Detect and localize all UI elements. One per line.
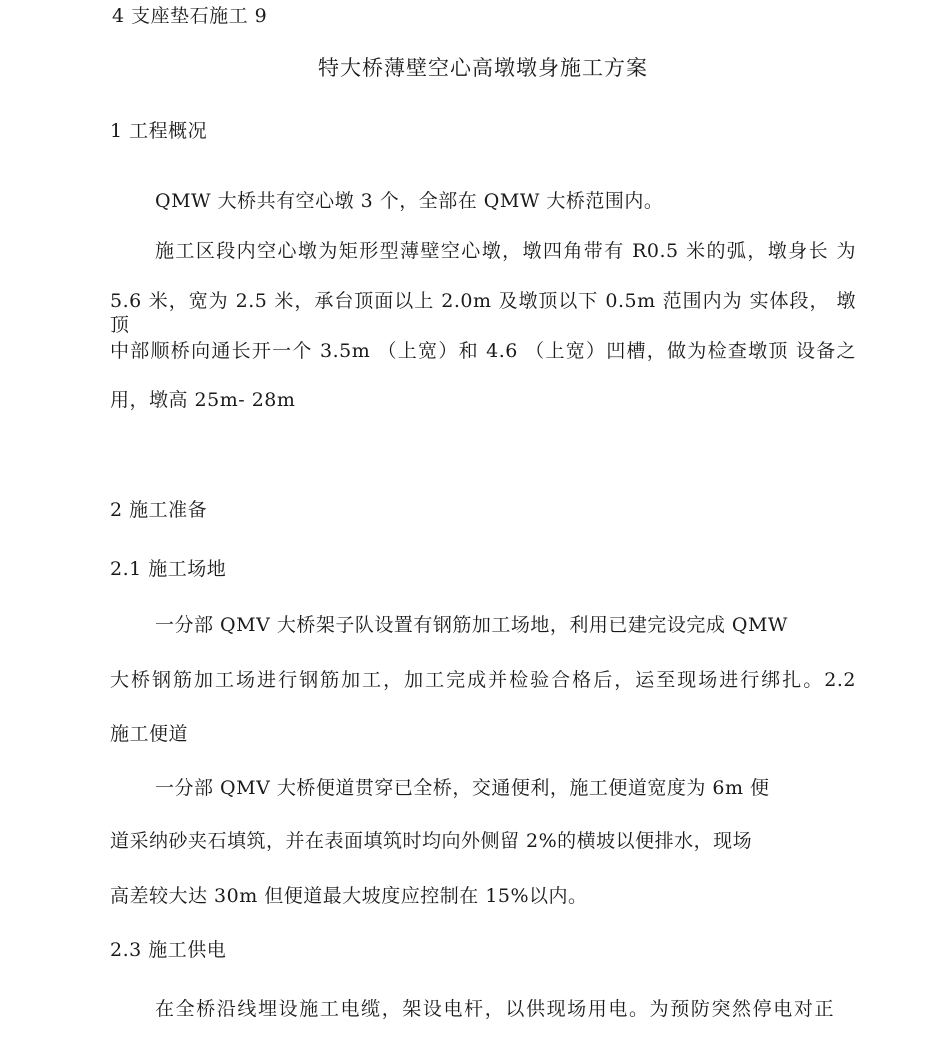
subsection-heading-2-1: 2.1 施工场地 xyxy=(110,558,227,580)
section-heading-2: 2 施工准备 xyxy=(110,499,208,521)
paragraph-overview-2-line-1: 施工区段内空心墩为矩形型薄壁空心墩，墩四角带有 R0.5 米的弧，墩身长 为 xyxy=(155,240,856,262)
document-title: 特大桥薄壁空心高墩墩身施工方案 xyxy=(318,56,648,80)
section-heading-1: 1 工程概况 xyxy=(110,120,208,142)
toc-entry: 4 支座垫石施工 9 xyxy=(112,5,268,27)
paragraph-overview-1: QMW 大桥共有空心墩 3 个，全部在 QMW 大桥范围内。 xyxy=(155,190,664,212)
paragraph-road-line-3: 高差较大达 30m 但便道最大坡度应控制在 15%以内。 xyxy=(110,885,588,907)
paragraph-overview-2-line-3: 中部顺桥向通长开一个 3.5m （上宽）和 4.6 （上宽）凹槽，做为检查墩顶 设备之 xyxy=(110,340,856,362)
paragraph-overview-2-line-2: 5.6 米，宽为 2.5 米，承台顶面以上 2.0m 及墩顶以下 0.5m 范围内为 实体段， 墩顶 xyxy=(110,290,856,336)
paragraph-site-line-3: 施工便道 xyxy=(110,723,189,745)
paragraph-overview-2-line-4: 用，墩高 25m- 28m xyxy=(110,389,296,411)
paragraph-power-line-1: 在全桥沿线埋设施工电缆，架设电杆，以供现场用电。为预防突然停电对正 xyxy=(155,998,834,1020)
paragraph-road-line-1: 一分部 QMV 大桥便道贯穿已全桥，交通便利，施工便道宽度为 6m 便 xyxy=(155,777,770,799)
paragraph-road-line-2: 道采纳砂夹石填筑，并在表面填筑时均向外侧留 2%的横坡以便排水，现场 xyxy=(110,830,753,852)
subsection-heading-2-3: 2.3 施工供电 xyxy=(110,939,227,961)
paragraph-site-line-1: 一分部 QMV 大桥架子队设置有钢筋加工场地，利用已建完设完成 QMW xyxy=(155,614,788,636)
paragraph-site-line-2: 大桥钢筋加工场进行钢筋加工，加工完成并检验合格后，运至现场进行绑扎。2.2 xyxy=(110,669,856,691)
